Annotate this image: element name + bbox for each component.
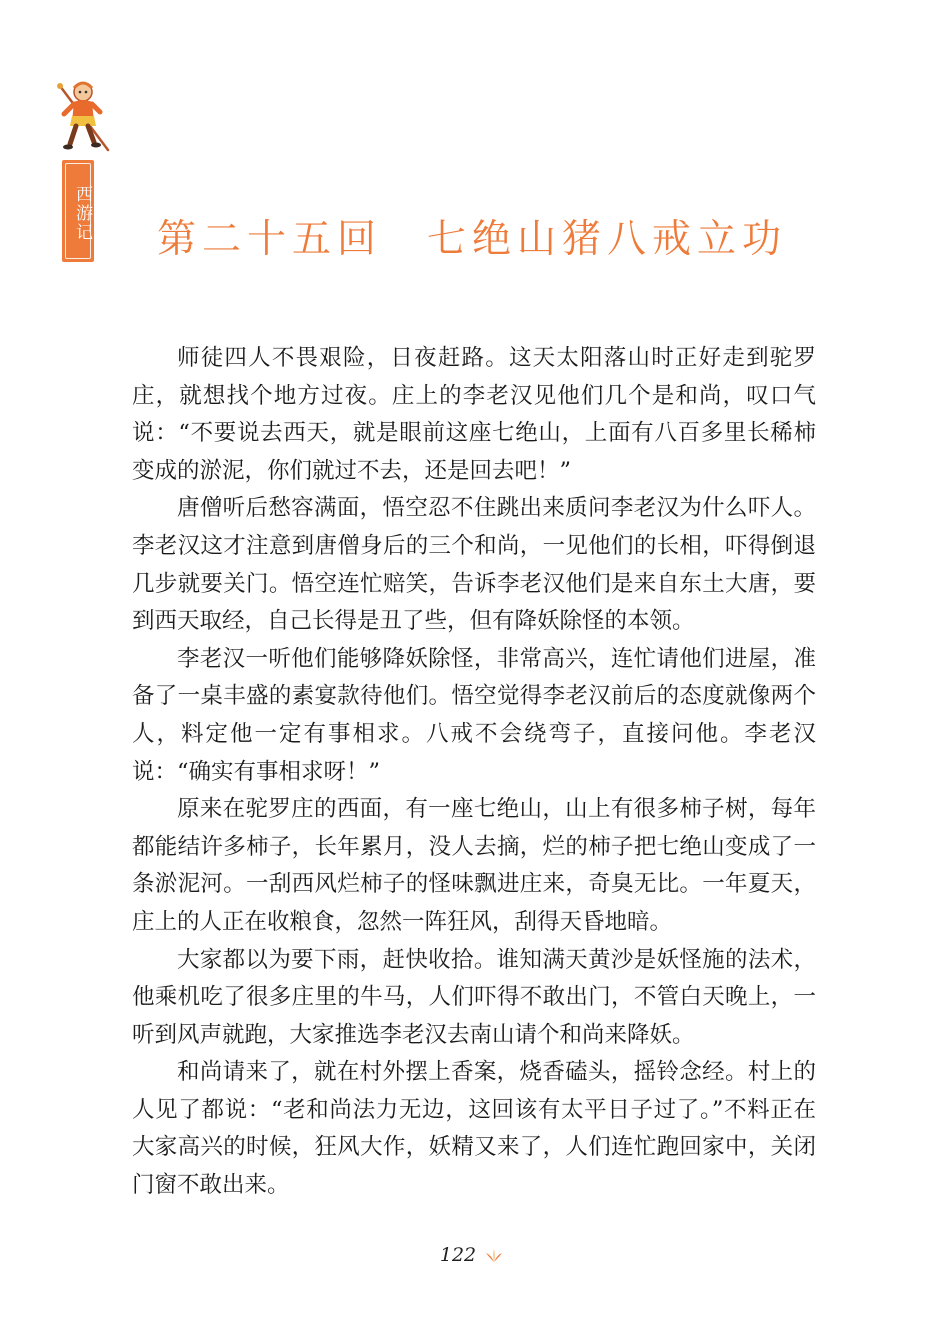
paragraph: 和尚请来了，就在村外摆上香案，烧香磕头，摇铃念经。村上的人见了都说：“老和尚法力无边，这回该有太平日子过了。”不料正在大家高兴的时候，狂风大作，妖精又来了，人们连忙跑回家中，关闭门窗不敢出来。 xyxy=(132,1059,816,1199)
paragraph: 大家都以为要下雨，赶快收拾。谁知满天黄沙是妖怪施的法术，他乘机吃了很多庄里的牛马，人们吓得不敢出门，不管白天晚上，一听到风声就跑，大家推选李老汉去南山请个和尚来降妖。 xyxy=(132,946,816,1048)
book-title-label: 西游记 xyxy=(72,184,92,242)
chapter-title: 第二十五回 七绝山猪八戒立功 xyxy=(156,217,787,262)
chapter-body xyxy=(132,340,816,1205)
paragraph: 原来在驼罗庄的西面，有一座七绝山，山上有很多柿子树，每年都能结许多柿子，长年累月，没人去摘，烂的柿子把七绝山变成了一条淤泥河。一刮西风烂柿子的怪味飘进庄来，奇臭无比。一年夏天，庄上的人正在收粮食，忽然一阵狂风，刮得天昏地暗。 xyxy=(132,796,816,935)
monkey-king-icon xyxy=(50,66,116,156)
leaf-ornament-icon xyxy=(484,1247,504,1263)
page-footer xyxy=(0,1244,944,1266)
paragraph: 李老汉一听他们能够降妖除怪，非常高兴，连忙请他们进屋，准备了一桌丰盛的素宴款待他们。悟空觉得李老汉前后的态度就像两个人，料定他一定有事相求。八戒不会绕弯子，直接问他。李老汉说：“确实有事相求呀！” xyxy=(132,645,816,785)
paragraph: 唐僧听后愁容满面，悟空忍不住跳出来质问李老汉为什么吓人。李老汉这才注意到唐僧身后的三个和尚，一见他们的长相，吓得倒退几步就要关门。悟空连忙赔笑，告诉李老汉他们是来自东土大唐，要到西天取经，自己长得是丑了些，但有降妖除怪的本领。 xyxy=(132,495,816,635)
page-number: 122 xyxy=(439,1244,477,1266)
paragraph: 师徒四人不畏艰险，日夜赶路。这天太阳落山时正好走到驼罗庄，就想找个地方过夜。庄上的李老汉见他们几个是和尚，叹口气说：“不要说去西天，就是眼前这座七绝山，上面有八百多里长稀柿变成的淤泥，你们就过不去，还是回去吧！” xyxy=(132,345,816,484)
